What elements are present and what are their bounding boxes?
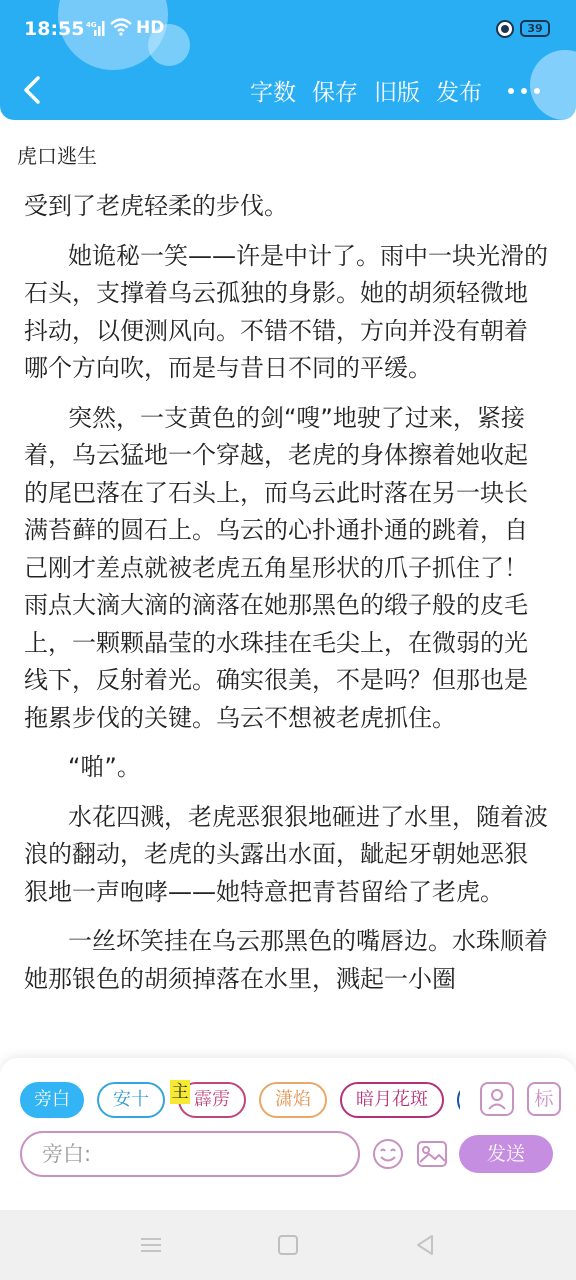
status-bar bbox=[0, 0, 576, 58]
app-header bbox=[0, 0, 576, 120]
image-icon[interactable] bbox=[415, 1137, 449, 1171]
paragraph: “啪”。 bbox=[68, 753, 141, 781]
word-count-button[interactable]: 字数 bbox=[250, 80, 296, 106]
header-actions bbox=[250, 74, 544, 107]
role-chip-partial[interactable] bbox=[457, 1082, 460, 1118]
home-icon[interactable] bbox=[278, 1235, 298, 1255]
back-button[interactable] bbox=[16, 70, 48, 110]
tag-button[interactable]: 标 bbox=[527, 1082, 561, 1116]
send-button[interactable]: 发送 bbox=[459, 1135, 553, 1173]
emoji-icon[interactable] bbox=[371, 1137, 405, 1171]
role-chip-pili[interactable]: 霹雳 bbox=[178, 1082, 246, 1118]
more-dot-icon bbox=[508, 88, 514, 94]
paragraph: 受到了老虎轻柔的步伐。 bbox=[24, 192, 288, 220]
role-selector bbox=[20, 1080, 460, 1120]
role-chip-xiaoyan[interactable]: 潇焰 bbox=[259, 1082, 327, 1118]
hd-indicator: HD bbox=[136, 18, 165, 38]
status-time: 18:55 bbox=[24, 18, 85, 40]
paragraph: 她诡秘一笑——许是中计了。雨中一块光滑的石头，支撑着乌云孤独的身影。她的胡须轻微地抖动，以便测风向。不错不错，方向并没有朝着哪个方向吹，而是与昔日不同的平缓。 bbox=[24, 241, 548, 382]
system-nav-bar bbox=[0, 1210, 576, 1280]
publish-button[interactable]: 发布 bbox=[436, 80, 482, 106]
paragraph: 突然，一支黄色的剑“嗖”地驶了过来，紧接着，乌云猛地一个穿越，老虎的身体擦着她收起的尾巴落在了石头上，而乌云此时落在另一块长满苔藓的圆石上。乌云的心扑通扑通的跳着，自己刚才差点就被老虎五角星形状的爪子抓住了！雨点大滴大滴的滴落在她那黑色的缎子般的皮毛上，一颗颗晶莹的水珠挂在毛尖上，在微弱的光线下，反射着光。确实很美，不是吗？但那也是拖累步伐的关键。乌云不想被老虎抓住。 bbox=[24, 403, 528, 732]
paragraph: 水花四溅，老虎恶狠狠地砸进了水里，随着波浪的翻动，老虎的头露出水面，龇起牙朝她恶狠狠地一声咆哮——她特意把青苔留给了老虎。 bbox=[24, 802, 548, 906]
person-icon bbox=[482, 1084, 512, 1114]
role-chip-narrator[interactable]: 旁白 bbox=[20, 1082, 84, 1118]
document-title[interactable]: 虎口逃生 bbox=[17, 144, 97, 168]
save-button[interactable]: 保存 bbox=[312, 80, 358, 106]
battery-icon: 39 bbox=[520, 20, 550, 37]
dialogue-composer bbox=[0, 1058, 576, 1210]
more-dot-icon bbox=[534, 88, 540, 94]
wifi-icon bbox=[110, 18, 132, 36]
character-manage-icon[interactable] bbox=[480, 1082, 514, 1116]
recording-icon bbox=[496, 20, 514, 38]
paragraph: 一丝坏笑挂在乌云那黑色的嘴唇边。水珠顺着她那银色的胡须掉落在水里，溅起一小圈 bbox=[24, 927, 548, 993]
recent-apps-icon[interactable] bbox=[140, 1236, 162, 1254]
network-type-label: 4G bbox=[86, 21, 97, 29]
old-version-button[interactable]: 旧版 bbox=[374, 80, 420, 106]
more-menu-button[interactable] bbox=[504, 76, 544, 106]
system-back-icon[interactable] bbox=[414, 1234, 436, 1256]
main-character-badge: 主 bbox=[171, 1082, 189, 1102]
role-chip-anshi[interactable]: 安十 bbox=[97, 1082, 165, 1118]
more-dot-icon bbox=[521, 88, 527, 94]
document-body[interactable] bbox=[24, 188, 550, 1068]
role-chip-anyue-huaban[interactable]: 暗月花斑 bbox=[340, 1082, 444, 1118]
dialogue-input[interactable]: 旁白: bbox=[20, 1131, 360, 1177]
cellular-signal-icon bbox=[86, 20, 106, 36]
